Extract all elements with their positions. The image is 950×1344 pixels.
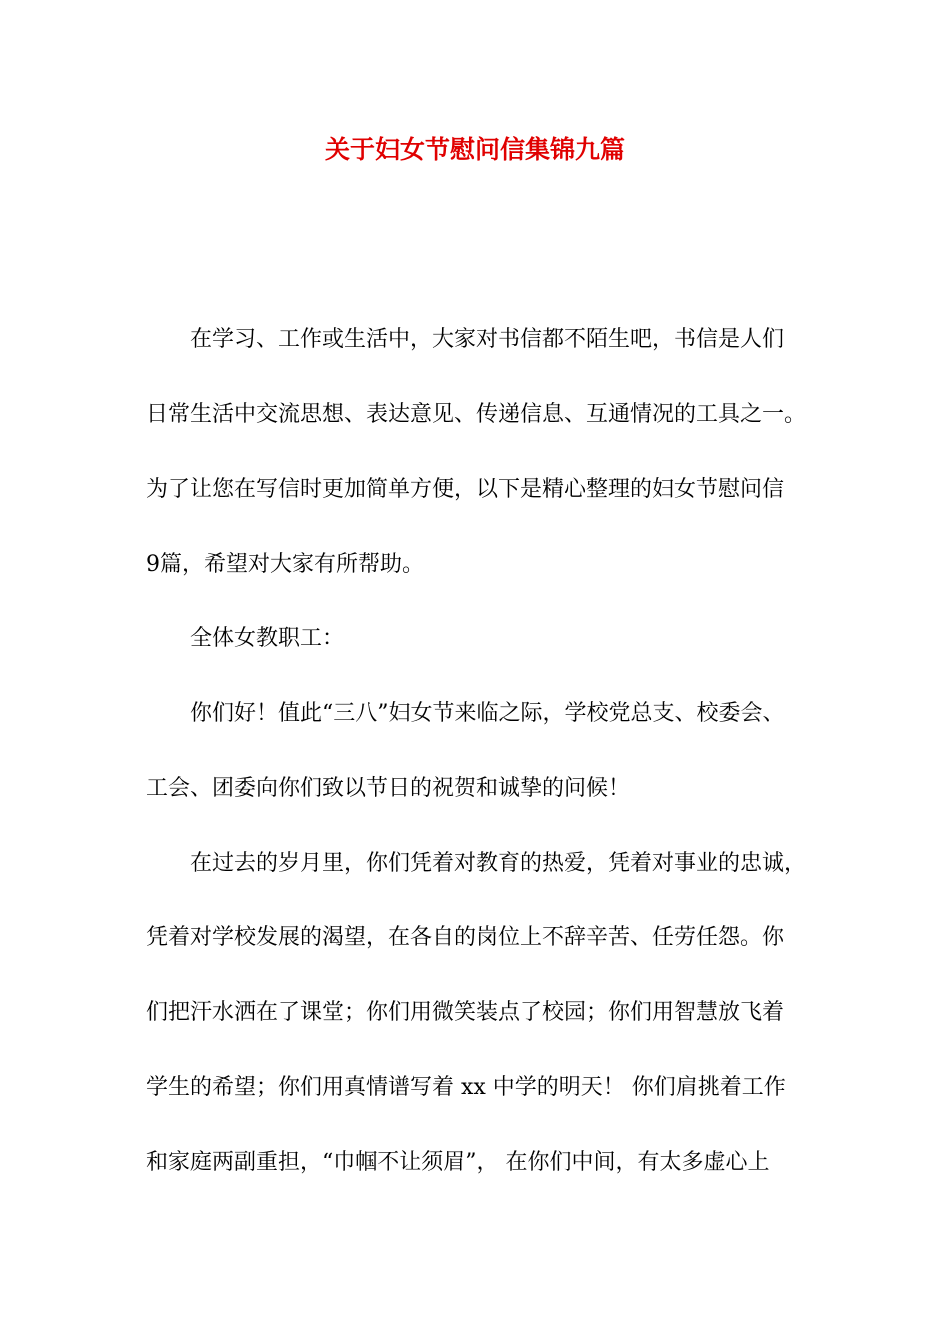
paragraph-line: 为了让您在写信时更加简单方便，以下是精心整理的妇女节慰问信 — [146, 477, 785, 502]
paragraph-line: 在过去的岁月里，你们凭着对教育的热爱，凭着对事业的忠诚， — [190, 851, 807, 876]
paragraph-line: 们把汗水洒在了课堂；你们用微笑装点了校园；你们用智慧放飞着 — [146, 1000, 785, 1025]
paragraph-line: 凭着对学校发展的渴望，在各自的岗位上不辞辛苦、任劳任怨。你 — [146, 925, 785, 950]
paragraph-line: 和家庭两副重担，“巾帼不让须眉”， 在你们中间，有太多虚心上 — [146, 1150, 770, 1175]
paragraph-line: 日常生活中交流思想、表达意见、传递信息、互通情况的工具之一。 — [146, 402, 807, 427]
paragraph-line: 学生的希望；你们用真情谱写着 xx 中学的明天！ 你们肩挑着工作 — [146, 1075, 786, 1100]
paragraph-line: 在学习、工作或生活中，大家对书信都不陌生吧，书信是人们 — [190, 327, 785, 352]
salutation-line: 全体女教职工： — [190, 626, 345, 651]
paragraph-line: 9篇，希望对大家有所帮助。 — [146, 552, 424, 577]
document-title: 关于妇女节慰问信集锦九篇 — [324, 135, 625, 164]
paragraph-line: 工会、团委向你们致以节日的祝贺和诚挚的问候！ — [146, 776, 631, 801]
paragraph-line: 你们好！值此“三八”妇女节来临之际，学校党总支、校委会、 — [190, 701, 785, 726]
